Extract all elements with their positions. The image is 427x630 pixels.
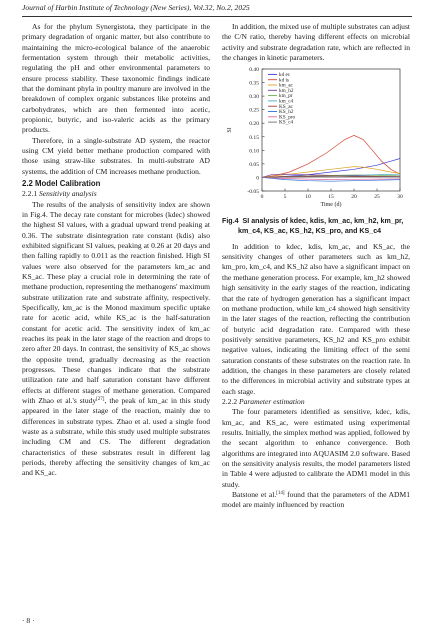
series-line-kd-is bbox=[262, 136, 400, 178]
figure-si-chart bbox=[222, 63, 410, 215]
x-tick-label: 20 bbox=[351, 194, 357, 201]
x-axis-label: Time (d) bbox=[320, 202, 342, 209]
legend-entry: km_h2 bbox=[279, 88, 294, 95]
subsection-heading-parameter-estimation bbox=[222, 397, 410, 407]
subsection-title: Parameter estimation bbox=[238, 396, 305, 406]
y-tick-label: 0.25 bbox=[249, 108, 259, 115]
section-heading-model-calibration: 2.2 Model Calibration bbox=[22, 179, 101, 189]
right-column bbox=[222, 22, 410, 511]
si-line-chart bbox=[222, 63, 410, 215]
x-tick-label: 30 bbox=[397, 194, 403, 201]
legend-entry: kd ec bbox=[279, 72, 291, 79]
paragraph-text: The results of the analysis of sensitivity index are shown in Fig.4. The decay rate constant for microbes (kdec) showed the highest SI values, with a gradual upward trend peaking at 0.36. The substrate disintegration rate constant (kdis) also exhibited significant SI values, peaking at 0.26 at 20 days and then falling rapidly to 0.011 as the reaction finished. High SI values were also observed for the parameters km_ac and KS_ac. These play a crucial role in determining the rate of methane production, representing the methanogens' maximum substrate utilization rate and substrate affinity, respectively. Specifically, km_ac is the Monod maximum specific uptake rate for acetic acid, while KS_ac is the half-saturation constant for acetic acid. The sensitivity index of km_ac reaches its peak in the later stage of the reaction and drops to zero after 20 days. In contrast, the sensitivity of KS_ac shows the opposite trend, gradually decreasing as the reaction progresses. These changes indicate that the substrate utilization rate and half saturation constant have different effects at different stages of methane generation. Compared with Zhao et al.'s study bbox=[22, 199, 210, 406]
subsection-title: Sensitivity analysis bbox=[38, 189, 97, 199]
x-tick-label: 15 bbox=[328, 194, 334, 201]
legend-entry: km_pr bbox=[279, 93, 293, 100]
subsection-number: 2.2.2 bbox=[222, 396, 238, 406]
y-axis-label: SI bbox=[227, 127, 233, 134]
x-tick-label: 10 bbox=[305, 194, 311, 201]
paragraph-sensitivity-results bbox=[22, 200, 210, 479]
legend-entry: km_c4 bbox=[279, 98, 294, 105]
y-tick-label: 0.15 bbox=[249, 135, 259, 142]
paragraph-other-parameters: In addition to kdec, kdis, km_ac, and KS_ac, the sensitivity changes of other parameters such as km_h2, km_pro, km_c4, and KS_h2 also have a significant impact on the methane generation process. For example, km_h2 showed high sensitivity in the early stages of the reaction, indicating that the rate of hydrogen generation has a significant impact on methane production, while km_c4 showed high sensitivity in the later stages of the reaction, reflecting the contribution of butyric acid degradation rate. Compared with these positively sensitive parameters, KS_h2 and KS_pro exhibit negative values, indicating the limiting effect of the semi saturation constants of these substrates on the reaction rate. In addition, the changes in these parameters are closely related to the differences in microbial activity and substrate types at each stage. bbox=[222, 241, 410, 396]
x-tick-label: 25 bbox=[374, 194, 380, 201]
page-number: · 8 · bbox=[22, 616, 35, 625]
subsection-number: 2.2.1 bbox=[22, 189, 38, 199]
y-tick-label: 0.20 bbox=[249, 121, 259, 128]
y-tick-label: 0.35 bbox=[249, 80, 259, 87]
legend-entry: KS_pro bbox=[279, 114, 296, 121]
subsection-heading-sensitivity bbox=[22, 189, 210, 199]
legend-entry: KS_c4 bbox=[279, 120, 294, 127]
paragraph-single-substrate: Therefore, in a single-substrate AD system, the reactor using CM yield better methane production compared with those using straw-like substrates. In multi-substrate AD systems, the addition of CM increases methane production. bbox=[22, 135, 210, 176]
paragraph-parameter-estimation: The four parameters identified as sensitive, kdec, kdis, km_ac, and KS_ac, were estimated using experimental results. Initially, the simplex method was applied, followed by the secant algorithm to enhance convergence. Both algorithms are integrated into AQUASIM 2.0 software. Based on the sensitivity analysis results, the model parameters listed in Table 4 were adjusted to calibrate the ADM1 model in this study. bbox=[222, 407, 410, 489]
legend-entry: KS_ac bbox=[279, 104, 293, 111]
citation: [14] bbox=[276, 491, 285, 497]
x-tick-label: 5 bbox=[283, 194, 287, 201]
y-tick-label: 0.10 bbox=[249, 148, 259, 155]
legend-entry: km_ac bbox=[279, 82, 293, 89]
header-rule bbox=[22, 16, 412, 17]
citation: [27] bbox=[96, 397, 105, 403]
legend-entry: kd is bbox=[279, 77, 289, 84]
paragraph-text: Batstone et al. bbox=[232, 490, 277, 500]
y-tick-label: 0.40 bbox=[249, 67, 259, 74]
running-header: Journal of Harbin Institute of Technology (New Series), Vol.32, No.2, 2025 bbox=[22, 3, 250, 12]
y-tick-label: 0.30 bbox=[249, 94, 259, 101]
x-tick-label: 0 bbox=[260, 194, 264, 201]
left-column bbox=[22, 22, 210, 479]
paragraph-text: , the peak of km_ac in this study appeared in the later stage of the reaction, mainly due to differences in substrate types. Zhao et al. used a single food waste as a substrate, while this study used multiple substrates including CM and CS. The different degradation characteristics of these substrates result in different lag periods, thereby affecting the sensitivity changes of km_ac and KS_ac. bbox=[22, 396, 210, 478]
y-tick-label: 0 bbox=[256, 175, 259, 182]
y-tick-label: 0.05 bbox=[249, 162, 259, 169]
paragraph-text: found that the parameters of the ADM1 model are mainly influenced by reaction bbox=[222, 490, 410, 510]
legend-entry: KS_h2 bbox=[279, 109, 294, 116]
paragraph-synergistota: As for the phylum Synergistota, they participate in the primary degradation of organic matter, but also contribute to maintaining the micro-ecological balance of the anaerobic fermentation system through their metabolic activities, regulating the pH and other environmental parameters to ensure process stability. These taxonomic findings indicate that the dominant phyla in poultry manure are involved in the breakdown of complex organic substances like proteins and carbohydrates, which are then fermented into acetic, propionic, butyric, and iso-valeric acids as the primary products. bbox=[22, 22, 210, 135]
figure-caption bbox=[222, 217, 410, 235]
caption-label: Fig.4 bbox=[222, 217, 239, 226]
paragraph-mixed-substrates: In addition, the mixed use of multiple substrates can adjust the C/N ratio, thereby having different effects on microbial activity and substrate degradation rate, which are reflected in the changes in kinetic parameters. bbox=[222, 22, 410, 63]
y-tick-label: -0.05 bbox=[247, 189, 259, 196]
caption-text: SI analysis of kdec, kdis, km_ac, km_h2, km_pr, km_c4, KS_ac, KS_h2, KS_pro, and KS_c4 bbox=[238, 217, 404, 235]
paragraph-batstone bbox=[222, 490, 410, 511]
